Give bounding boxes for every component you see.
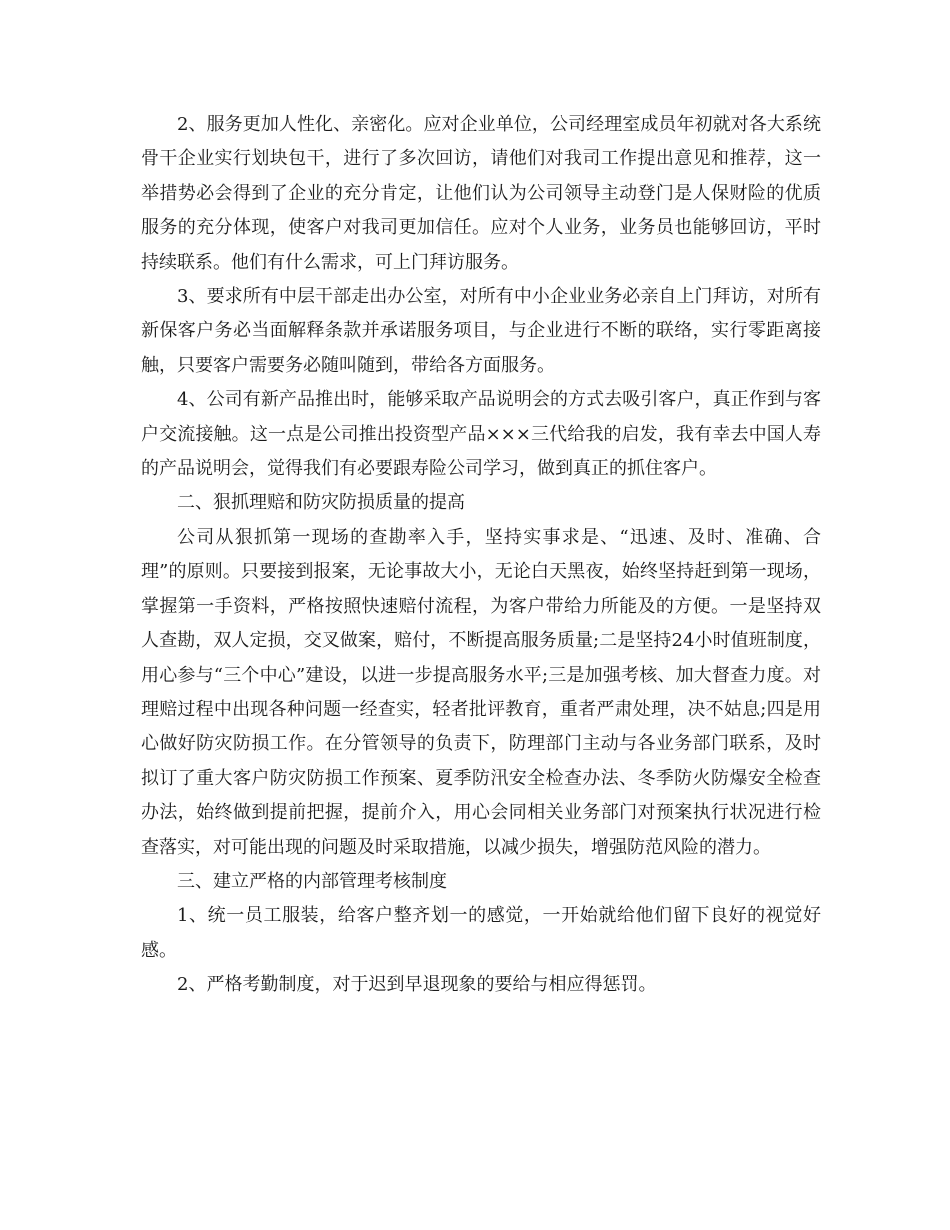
- paragraph-attendance: 2、严格考勤制度，对于迟到早退现象的要给与相应得惩罚。: [177, 974, 657, 996]
- section-heading-claims: 二、狠抓理赔和防灾防损质量的提高: [177, 492, 465, 514]
- paragraph-uniforms: 1、统一员工服装，给客户整齐划一的感觉，一开始就给他们留下良好的视觉好感。: [141, 905, 821, 961]
- paragraph-product-launch: 4、公司有新产品推出时，能够采取产品说明会的方式去吸引客户，真正作到与客户交流接触。这一点是公司推出投资型产品×××三代给我的启发，我有幸去中国人寿的产品说明会，觉得我们有必要跟寿险公司学习，做到真正的抓住客户。: [141, 389, 821, 480]
- paragraph-middle-managers-visit: 3、要求所有中层干部走出办公室，对所有中小企业业务必亲自上门拜访，对所有新保客户务必当面解释条款并承诺服务项目，与企业进行不断的联络，实行零距离接触，只要客户需要务必随叫随到，带给各方面服务。: [141, 286, 821, 376]
- document-body: [141, 108, 821, 1003]
- section-heading-internal-management: 三、建立严格的内部管理考核制度: [177, 870, 447, 892]
- paragraph-claims-handling: 公司从狠抓第一现场的查勘率入手，坚持实事求是、“迅速、及时、准确、合理”的原则。只要接到报案，无论事故大小，无论白天黑夜，始终坚持赶到第一现场，掌握第一手资料，严格按照快速赔付流程，为客户带给力所能及的方便。一是坚持双人查勘，双人定损，交叉做案，赔付，不断提高服务质量;二是坚持24小时值班制度，用心参与“三个中心”建设，以进一步提高服务水平;三是加强考核、加大督查力度。对理赔过程中出现各种问题一经查实，轻者批评教育，重者严肃处理，决不姑息;四是用心做好防灾防损工作。在分管领导的负责下，防理部门主动与各业务部门联系，及时拟订了重大客户防灾防损工作预案、夏季防汛安全检查办法、冬季防火防爆安全检查办法，始终做到提前把握，提前介入，用心会同相关业务部门对预案执行状况进行检查落实，对可能出现的问题及时采取措施，以减少损失，增强防范风险的潜力。: [141, 526, 821, 858]
- paragraph-service-humanized: 2、服务更加人性化、亲密化。应对企业单位，公司经理室成员年初就对各大系统骨干企业实行划块包干，进行了多次回访，请他们对我司工作提出意见和推荐，这一举措势必会得到了企业的充分肯定，让他们认为公司领导主动登门是人保财险的优质服务的充分体现，使客户对我司更加信任。应对个人业务，业务员也能够回访，平时持续联系。他们有什么需求，可上门拜访服务。: [141, 114, 821, 273]
